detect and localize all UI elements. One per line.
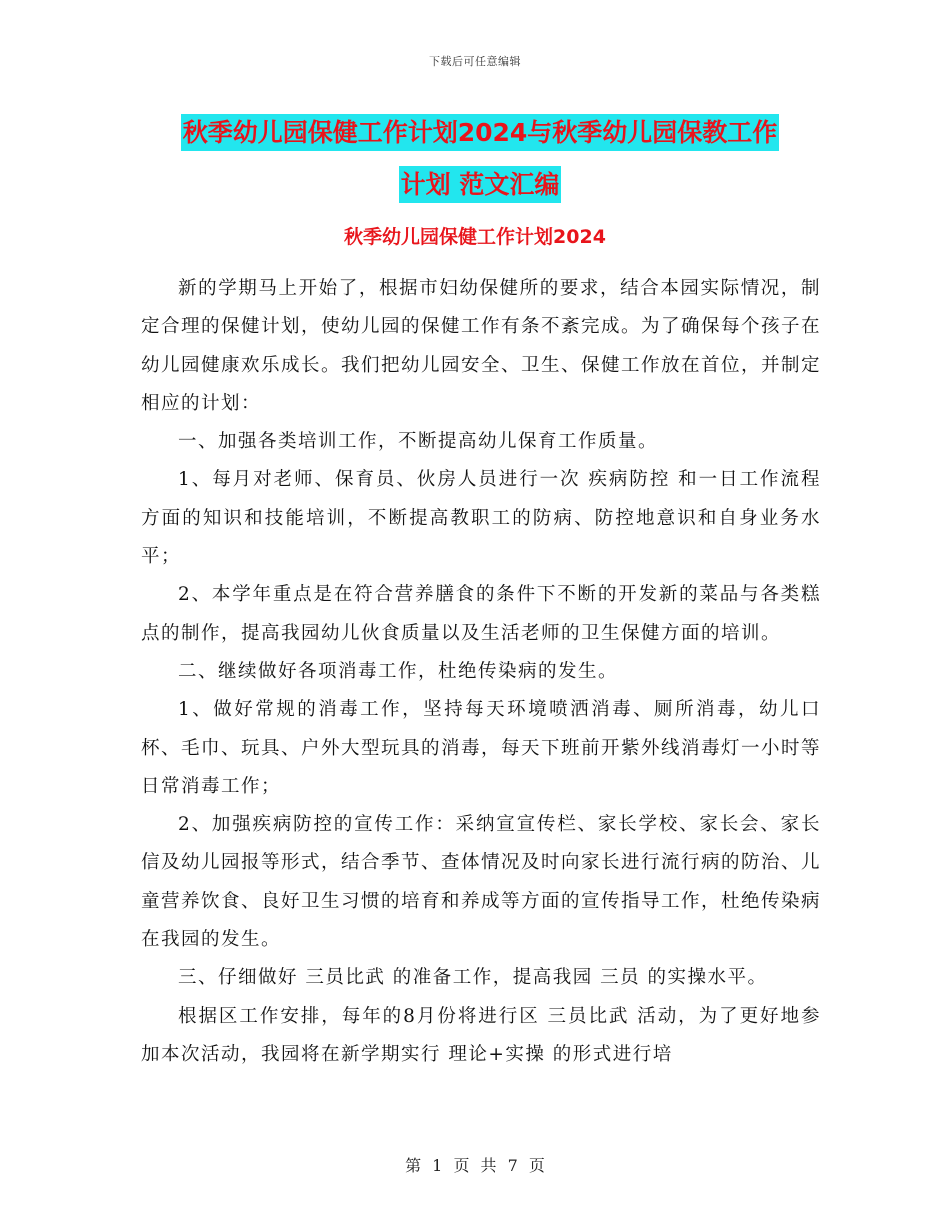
- paragraph: 根据区工作安排，每年的8月份将进行区 三员比武 活动，为了更好地参加本次活动，我园将在新学期实行 理论+实操 的形式进行培: [141, 1005, 821, 1065]
- header-note: 下载后可任意编辑: [429, 55, 521, 68]
- section-title: 秋季幼儿园保健工作计划2024: [344, 226, 606, 248]
- paragraph: 2、加强疾病防控的宣传工作：采纳宣宣传栏、家长学校、家长会、家长信及幼儿园报等形式，结合季节、查体情况及时向家长进行流行病的防治、儿童营养饮食、良好卫生习惯的培育和养成等方面的宣传指导工作，杜绝传染病在我园的发生。: [141, 814, 822, 951]
- paragraph: 1、每月对老师、保育员、伙房人员进行一次 疾病防控 和一日工作流程方面的知识和技能培训，不断提高教职工的防病、防控地意识和自身业务水平；: [141, 469, 821, 568]
- main-title-line-2: 计划 范文汇编: [399, 166, 562, 203]
- paragraph: 一、加强各类培训工作，不断提高幼儿保育工作质量。: [178, 431, 659, 453]
- paragraph: 2、本学年重点是在符合营养膳食的条件下不断的开发新的菜品与各类糕点的制作，提高我园幼儿伙食质量以及生活老师的卫生保健方面的培训。: [141, 584, 821, 644]
- paragraph: 二、继续做好各项消毒工作，杜绝传染病的发生。: [178, 660, 619, 682]
- main-title: [140, 107, 820, 211]
- main-title-line-1: 秋季幼儿园保健工作计划2024与秋季幼儿园保教工作: [181, 114, 780, 151]
- paragraph: 新的学期马上开始了，根据市妇幼保健所的要求，结合本园实际情况，制定合理的保健计划，使幼儿园的保健工作有条不紊完成。为了确保每个孩子在幼儿园健康欢乐成长。我们把幼儿园安全、卫生、保健工作放在首位，并制定相应的计划：: [141, 278, 822, 414]
- paragraph: 1、做好常规的消毒工作，坚持每天环境喷洒消毒、厕所消毒，幼儿口杯、毛巾、玩具、户外大型玩具的消毒，每天下班前开紫外线消毒灯一小时等日常消毒工作；: [141, 699, 822, 797]
- page-footer: 第 1 页 共 7 页: [405, 1156, 545, 1175]
- body-text: [141, 270, 821, 1074]
- paragraph: 三、仔细做好 三员比武 的准备工作，提高我园 三员 的实操水平。: [178, 967, 768, 989]
